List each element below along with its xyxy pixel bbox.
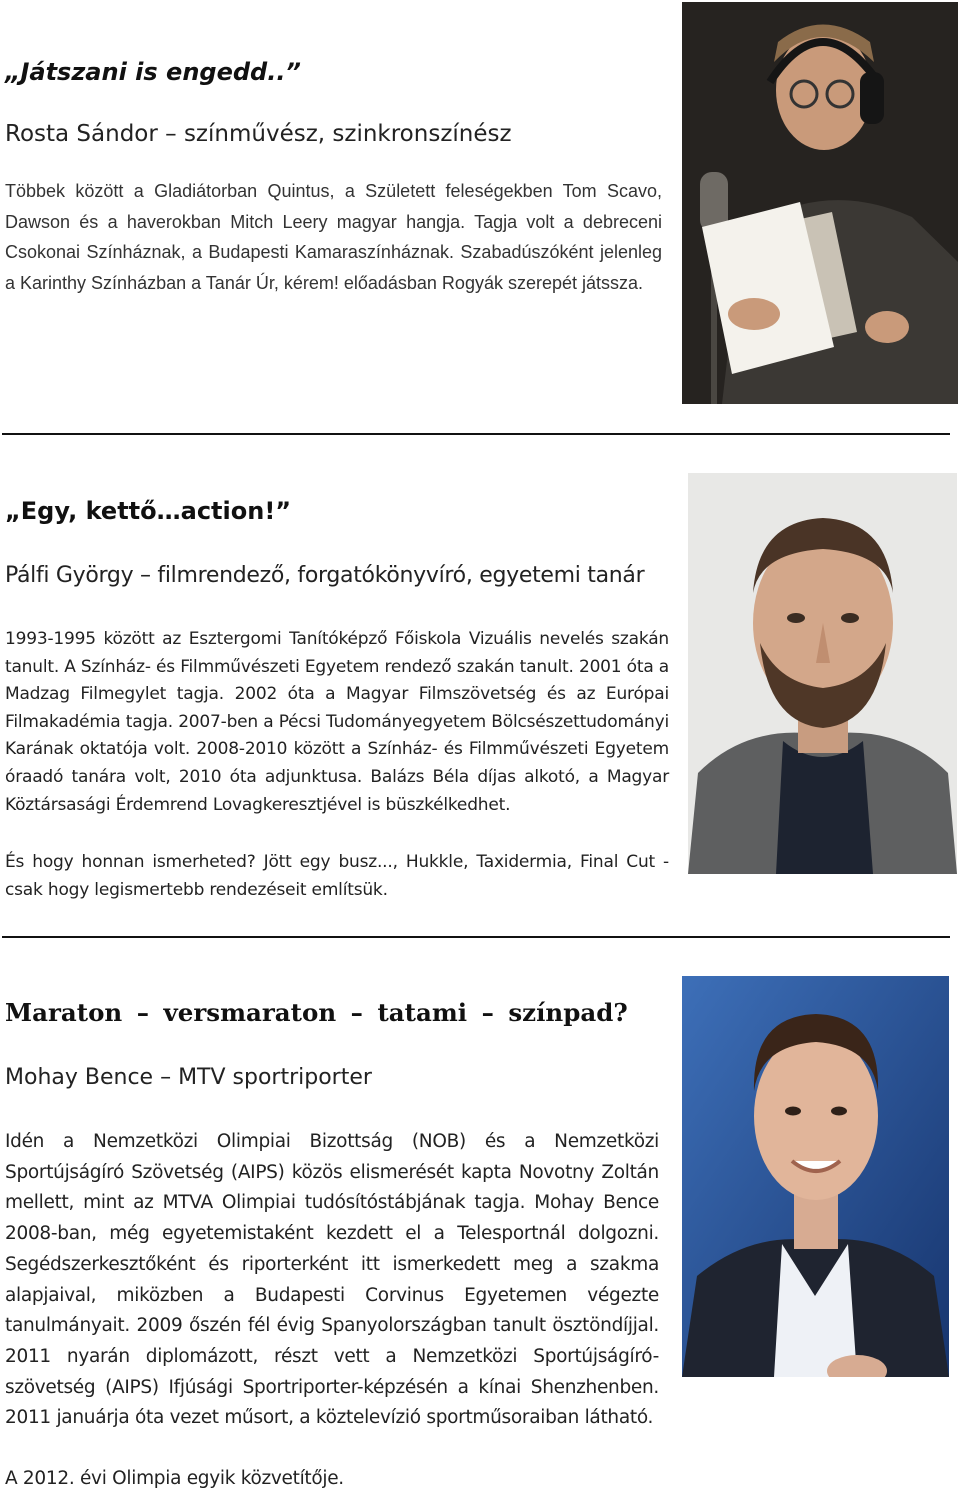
- section-divider: [2, 936, 950, 938]
- bio-paragraph: Idén a Nemzetközi Olimpiai Bizottság (NOB) és a Nemzetközi Sportújságíró Szövetség (AIPS) közös elismerését kapta Novotny Zoltán mellett, mint az MTVA Olimpiai tudósítóstábjának tagja. Mohay Bence 2008-ban, még egyetemistaként kezdett el a Telesportnál dolgozni. Segédszerkesztőként és riporterként itt ismerkedett meg a szakma alapjaival, miközben a Budapesti Corvinus Egyetemen végezte tanulmányait. 2009 őszén fél évig Spanyolországban tanult ösztöndíjjal. 2011 nyarán diplomázott, részt vett a Nemzetközi Sportújságíró-szövetség (AIPS) Ifjúsági Sportriporter-képzésén a kínai Shenzhenben. 2011 januárja óta vezet műsort, a köztelevízió sportműsoraiban látható.: [5, 1131, 659, 1429]
- section-subtitle: Rosta Sándor – színművész, szinkronszínész: [5, 121, 512, 147]
- section-divider: [2, 433, 950, 435]
- section-title: „Játszani is engedd..”: [5, 58, 301, 86]
- section-subtitle: Mohay Bence – MTV sportriporter: [5, 1065, 372, 1090]
- section-title: Maraton – versmaraton – tatami – színpad?: [5, 998, 628, 1027]
- section-subtitle: Pálfi György – filmrendező, forgatókönyvíró, egyetemi tanár: [5, 563, 645, 588]
- bio-paragraph: És hogy honnan ismerheted? Jött egy busz..., Hukkle, Taxidermia, Final Cut - csak hogy legismertebb rendezéseit említsük.: [5, 852, 669, 900]
- bio-paragraph: 1993-1995 között az Esztergomi Tanítóképző Főiskola Vizuális nevelés szakán tanult. A Színház- és Filmművészeti Egyetem rendező szakán tanult. 2001 óta a Madzag Filmegylet tagja. 2002 óta a Magyar Filmszövetség és az Európai Filmakadémia tagja. 2007-ben a Pécsi Tudományegyetem Bölcsészettudományi Karának oktatója volt. 2008-2010 között a Színház- és Filmművészeti Egyetem óraadó tanára volt, 2010 óta adjunktusa. Balázs Béla díjas alkotó, a Magyar Köztársasági Érdemrend Lovagkeresztjével is büszkélkedhet.: [5, 629, 669, 815]
- bio-paragraph: Többek között a Gladiátorban Quintus, a Született feleségekben Tom Scavo, Dawson és a haverokban Mitch Leery magyar hangja. Tagja volt a debreceni Csokonai Színháznak, a Budapesti Kamaraszínháznak. Szabadúszóként jelenleg a Karinthy Színházban a Tanár Úr, kérem! előadásban Rogyák szerepét játssza.: [5, 181, 662, 293]
- profile-rosta-sandor: [0, 0, 960, 430]
- section-title: „Egy, kettő…action!”: [5, 497, 292, 525]
- profile-mohay-bence: [0, 939, 960, 1492]
- portrait-photo: [682, 976, 949, 1377]
- portrait-photo: [688, 473, 957, 874]
- portrait-photo: [682, 2, 958, 404]
- profile-palfi-gyorgy: [0, 436, 960, 936]
- bio-paragraph: A 2012. évi Olimpia egyik közvetítője.: [5, 1468, 344, 1489]
